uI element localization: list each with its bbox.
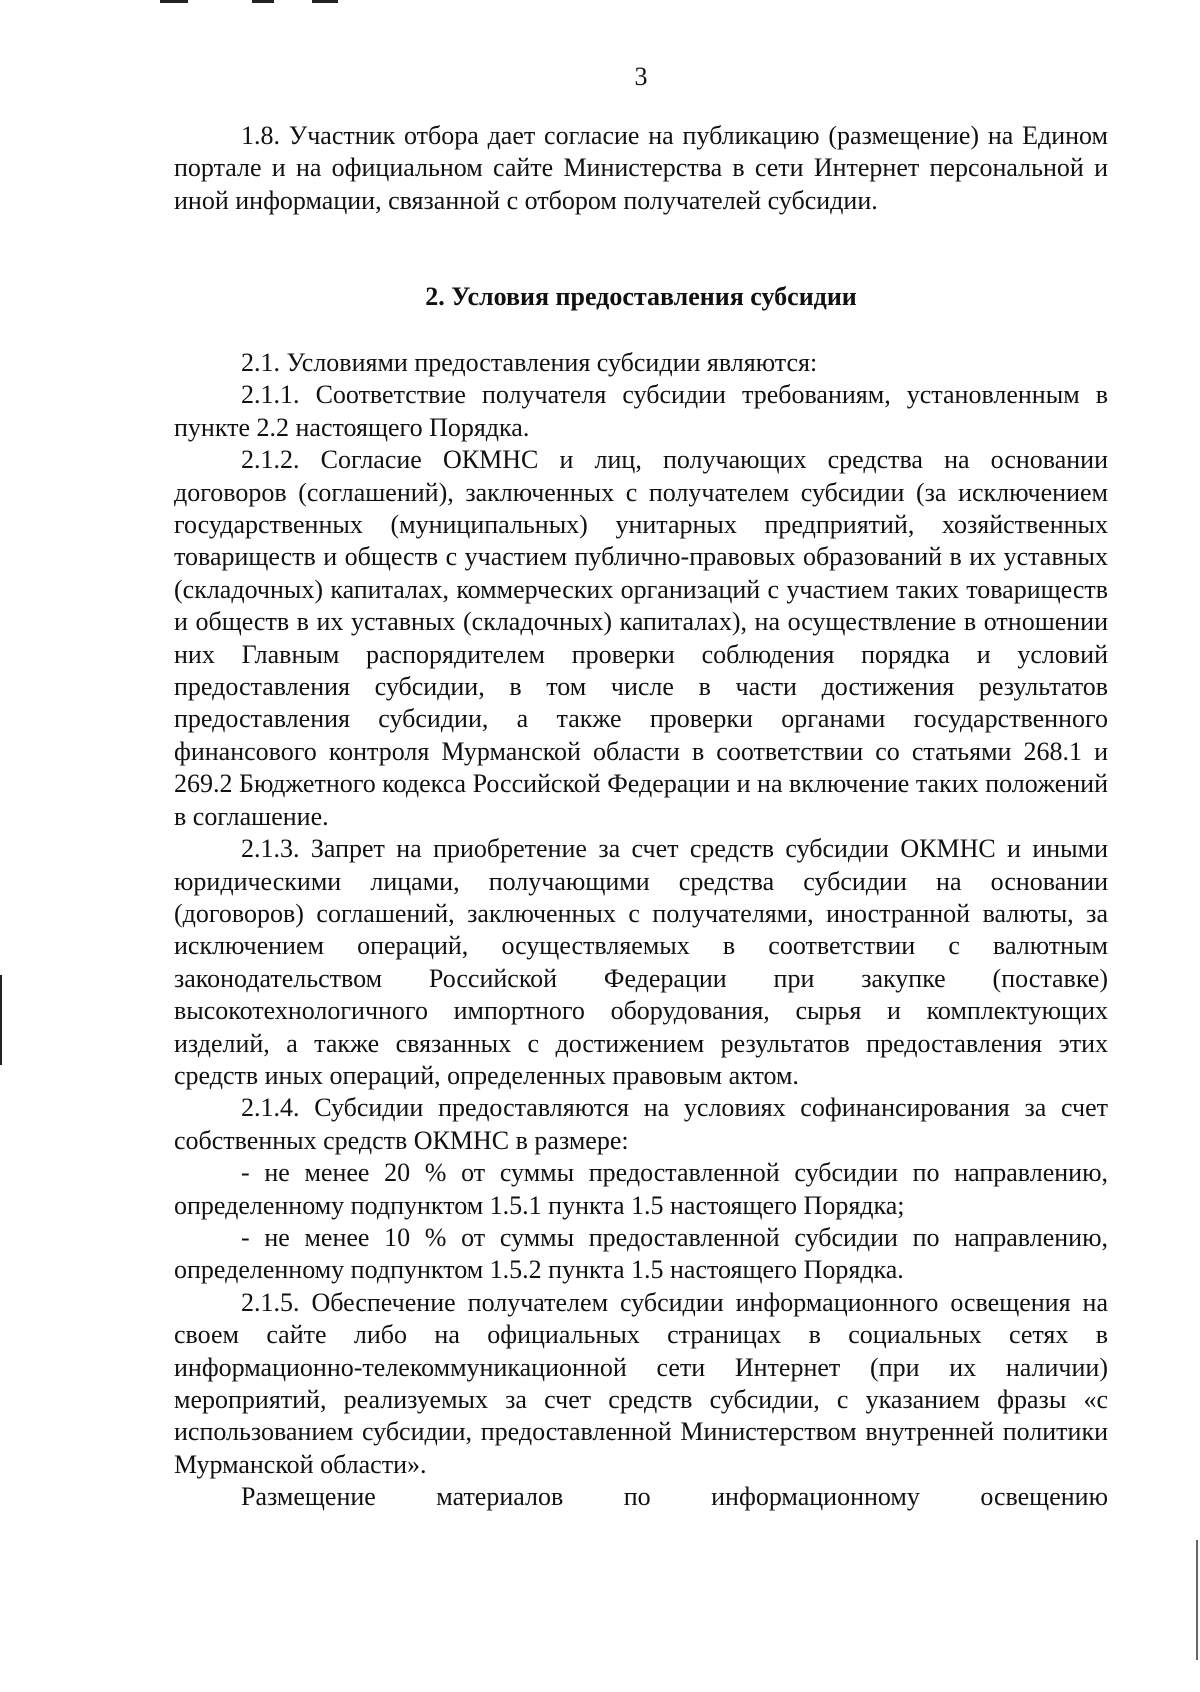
list-item-10-percent: - не менее 10 % от суммы предоставленной субсидии по направлению, определенному подпунктом 1.5.2 пункта 1.5 настоящего Порядка.	[174, 1222, 1108, 1285]
paragraph-2-1-3: 2.1.3. Запрет на приобретение за счет средств субсидии ОКМНС и иными юридическими лицами, получающими средства субсидии на основании (договоров) соглашений, заключенных с получателями, иностранной валюты, за исключением операций, осуществляемых в соответствии с валютным законодательством Российской Федерации при закупке (поставке) высокотехнологичного импортного оборудования, сырья и комплектующих изделий, а также связанных с достижением результатов предоставления этих средств иных операций, определенных правовым актом.	[174, 834, 1108, 1090]
paragraph-2-1-1: 2.1.1. Соответствие получателя субсидии требованиям, установленным в пункте 2.2 настоящего Порядка.	[174, 380, 1108, 442]
scan-mark-top-left	[160, 0, 188, 3]
section-paragraphs	[174, 347, 1108, 1514]
scan-mark-top-mid	[252, 0, 274, 3]
paragraph-2-1-2: 2.1.2. Согласие ОКМНС и лиц, получающих средства на основании договоров (соглашений), заключенных с получателем субсидии (за исключением государственных (муниципальных) унитарных предприятий, хозяйственных товариществ и обществ с участием публично-правовых образований в их уставных (складочных) капиталах, коммерческих организаций с участием таких товариществ и обществ в их уставных (складочных) капиталах), на осуществление в отношении них Главным распорядителем проверки соблюдения порядка и условий предоставления субсидии, в том числе в части достижения результатов предоставления субсидии, а также проверки органами государственного финансового контроля Мурманской области в соответствии со статьями 268.1 и 269.2 Бюджетного кодекса Российской Федерации и на включение таких положений в соглашение.	[174, 445, 1108, 831]
paragraph-placement: Размещение материалов по информационному освещению	[241, 1482, 1108, 1512]
top-paragraphs	[174, 120, 1108, 217]
paragraph-2-1-5: 2.1.5. Обеспечение получателем субсидии информационного освещения на своем сайте либо на официальных страницах в социальных сетях в информационно-телекоммуникационной сети Интернет (при их наличии) мероприятий, реализуемых за счет средств субсидии, с указанием фразы «с использованием субсидии, предоставленной Министерством внутренней политики Мурманской области».	[174, 1287, 1108, 1479]
paragraph-2-1: 2.1. Условиями предоставления субсидии являются:	[241, 348, 818, 377]
page-number: 3	[634, 62, 648, 91]
list-item-20-percent: - не менее 20 % от суммы предоставленной субсидии по направлению, определенному подпунктом 1.5.1 пункта 1.5 настоящего Порядка;	[174, 1158, 1108, 1220]
scan-mark-top-mid2	[312, 0, 338, 3]
paragraph-1-8: 1.8. Участник отбора дает согласие на публикацию (размещение) на Едином портале и на официальном сайте Министерства в сети Интернет персональной и иной информации, связанной с отбором получателей субсидии.	[174, 121, 1108, 215]
paragraph-2-1-4: 2.1.4. Субсидии предоставляются на условиях софинансирования за счет собственных средств ОКМНС в размере:	[174, 1093, 1108, 1155]
section-title: 2. Условия предоставления субсидии	[425, 282, 857, 311]
scan-mark-right-edge	[1196, 1540, 1198, 1660]
scan-mark-left-edge	[0, 975, 2, 1065]
